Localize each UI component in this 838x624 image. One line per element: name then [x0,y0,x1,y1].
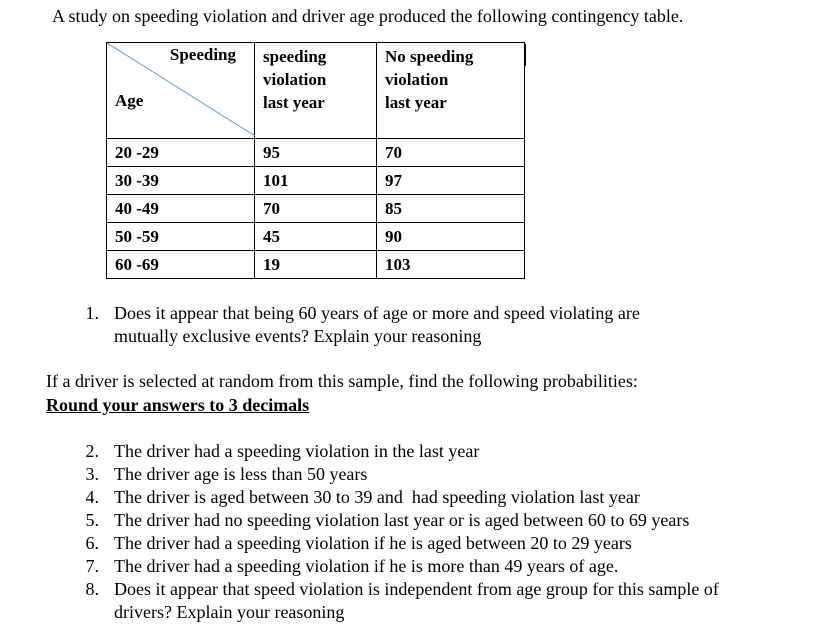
no-violation-cell: 70 [377,139,525,167]
header-violation-line: speeding [263,47,327,66]
header-violation-line: last year [263,93,325,112]
age-cell: 50 -59 [107,223,255,251]
probability-prompt: If a driver is selected at random from this sample, find the following probabilities: [46,371,638,391]
corner-speeding-label: Speeding [169,45,236,64]
header-no-violation-line: No speeding [385,47,474,66]
question-number: 8. [85,579,99,599]
table-edge-stub [525,44,526,66]
no-violation-cell: 85 [377,195,525,223]
no-violation-cell: 97 [377,167,525,195]
question-number: 5. [85,510,99,530]
question-number: 4. [85,487,99,507]
corner-cell [107,43,255,139]
table-row [107,139,525,167]
question-text: The driver age is less than 50 years [114,464,368,484]
age-cell: 60 -69 [107,251,255,279]
question-text: The driver had a speeding violation in the last year [114,441,480,461]
rounding-note: Round your answers to 3 decimals [46,395,310,415]
question-text-cont: drivers? Explain your reasoning [114,602,345,622]
question-text: The driver had no speeding violation last year or is aged between 60 to 69 years [114,510,690,530]
table-row [107,223,525,251]
question-number: 2. [85,441,99,461]
question-number: 3. [85,464,99,484]
table-row [107,251,525,279]
no-violation-cell: 90 [377,223,525,251]
header-no-violation-line: violation [385,70,449,89]
violation-cell: 101 [255,167,377,195]
intro-text: A study on speeding violation and driver age produced the following contingency table. [52,6,684,26]
header-violation-line: violation [263,70,327,89]
question-text: The driver had a speeding violation if he is aged between 20 to 29 years [114,533,632,553]
violation-cell: 95 [255,139,377,167]
question-text: The driver had a speeding violation if he is more than 49 years of age. [114,556,619,576]
question-text: Does it appear that speed violation is independent from age group for this sample of [114,579,719,599]
violation-cell: 70 [255,195,377,223]
table-header-row [107,43,525,139]
table-row [107,167,525,195]
violation-cell: 19 [255,251,377,279]
header-no-violation [377,43,525,139]
corner-age-label: Age [115,91,144,110]
question-text-cont: mutually exclusive events? Explain your reasoning [114,326,482,346]
age-cell: 40 -49 [107,195,255,223]
question-number: 6. [85,533,99,553]
age-cell: 20 -29 [107,139,255,167]
contingency-table [106,42,525,279]
table-row [107,195,525,223]
violation-cell: 45 [255,223,377,251]
question-number: 7. [85,556,99,576]
header-no-violation-line: last year [385,93,447,112]
question-text: Does it appear that being 60 years of age or more and speed violating are [114,303,640,323]
header-violation [255,43,377,139]
no-violation-cell: 103 [377,251,525,279]
age-cell: 30 -39 [107,167,255,195]
question-text: The driver is aged between 30 to 39 and had speeding violation last year [114,487,640,507]
question-number: 1. [85,303,99,323]
